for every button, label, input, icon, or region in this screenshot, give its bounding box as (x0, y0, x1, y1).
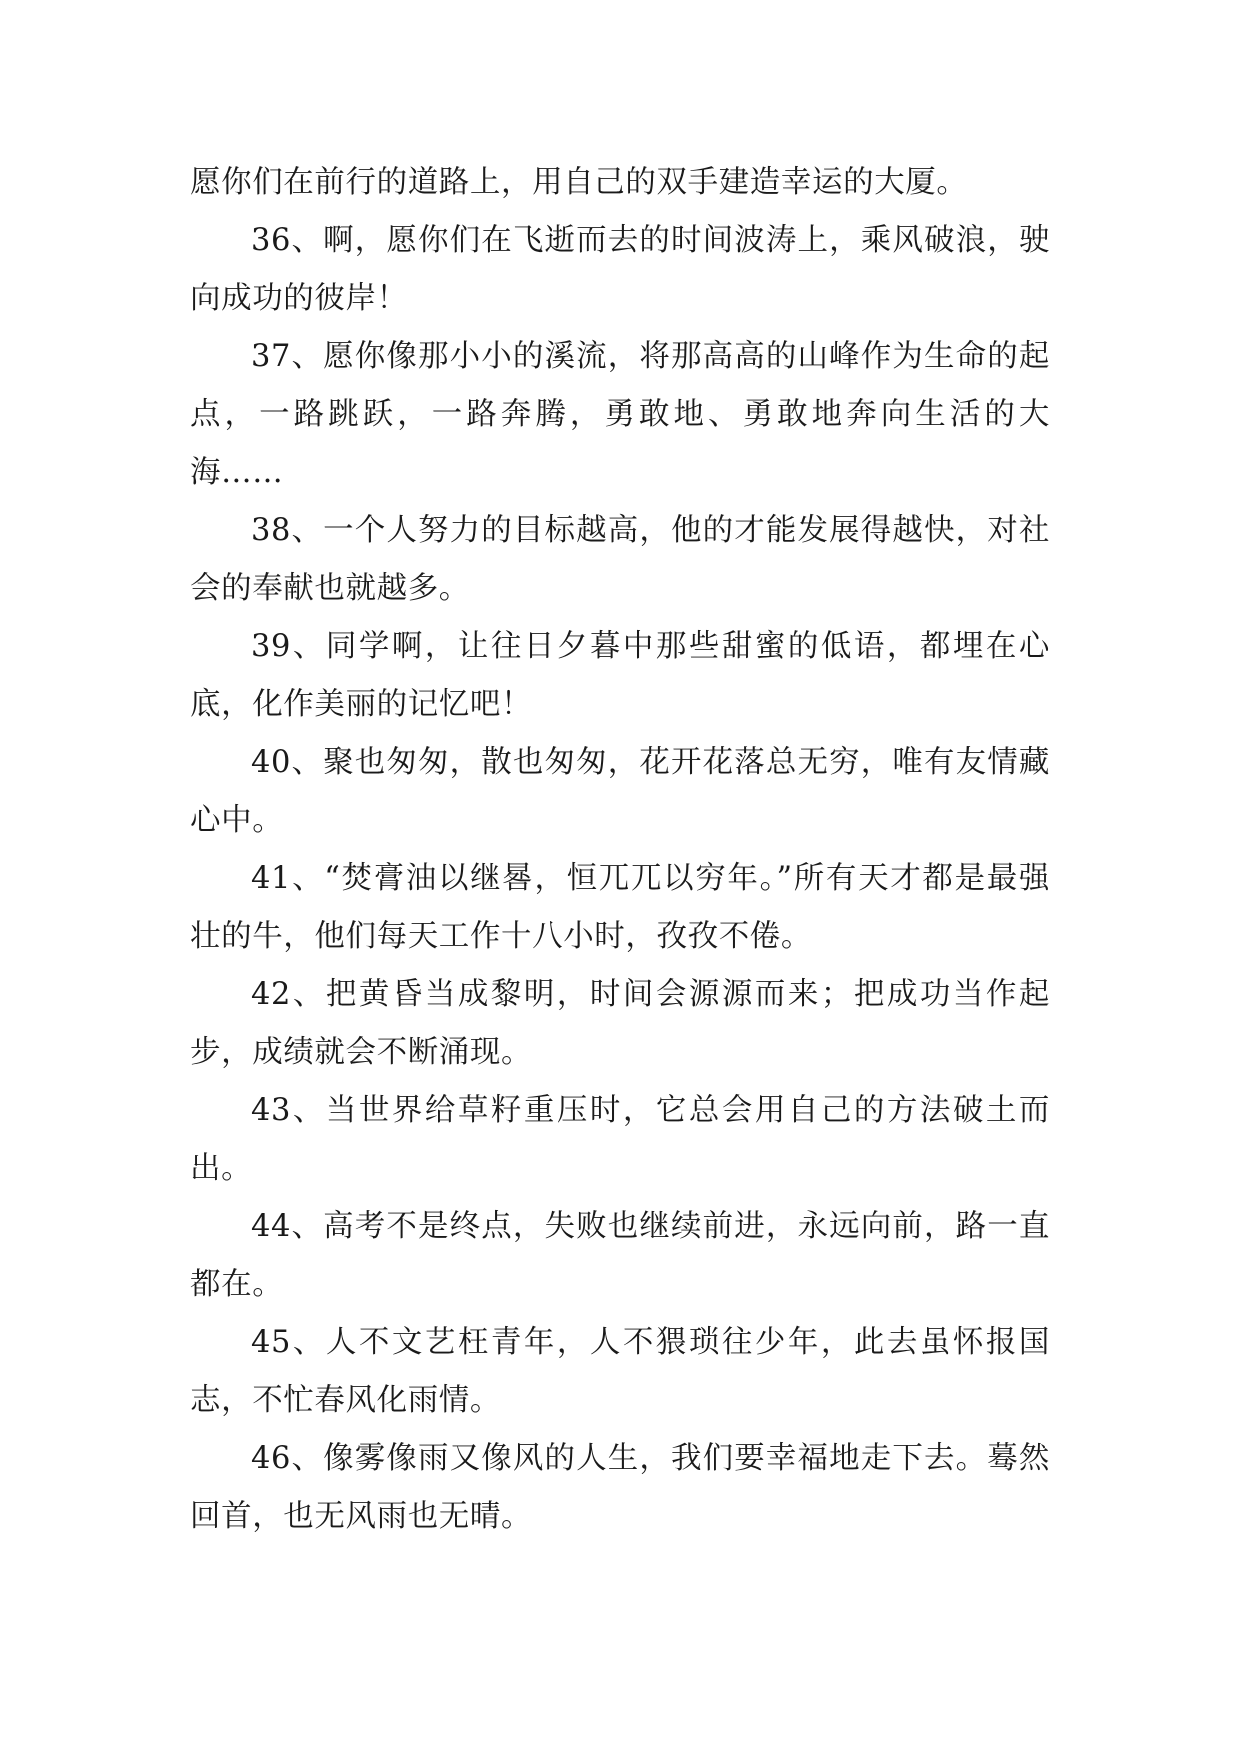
paragraph-46: 46、像雾像雨又像风的人生，我们要幸福地走下去。蓦然回首，也无风雨也无晴。 (190, 1441, 1050, 1534)
paragraph-39: 39、同学啊，让往日夕暮中那些甜蜜的低语，都埋在心底，化作美丽的记忆吧！ (190, 629, 1050, 722)
paragraph-38: 38、一个人努力的目标越高，他的才能发展得越快，对社会的奉献也就越多。 (190, 513, 1050, 606)
paragraph-0: 愿你们在前行的道路上，用自己的双手建造幸运的大厦。 (190, 165, 968, 200)
paragraph-36: 36、啊，愿你们在飞逝而去的时间波涛上，乘风破浪，驶向成功的彼岸！ (190, 223, 1050, 316)
paragraph-45: 45、人不文艺枉青年，人不猥琐往少年，此去虽怀报国志，不忙春风化雨情。 (190, 1325, 1050, 1418)
paragraph-44: 44、高考不是终点，失败也继续前进，永远向前，路一直都在。 (190, 1209, 1050, 1302)
paragraph-42: 42、把黄昏当成黎明，时间会源源而来；把成功当作起步，成绩就会不断涌现。 (190, 977, 1050, 1070)
paragraph-37: 37、愿你像那小小的溪流，将那高高的山峰作为生命的起点，一路跳跃，一路奔腾，勇敢地、勇敢地奔向生活的大海…… (190, 339, 1050, 490)
paragraph-40: 40、聚也匆匆，散也匆匆，花开花落总无穷，唯有友情藏心中。 (190, 745, 1050, 838)
document-body (190, 154, 1050, 1546)
paragraph-41: 41、“焚膏油以继晷，恒兀兀以穷年。”所有天才都是最强壮的牛，他们每天工作十八小时，孜孜不倦。 (190, 861, 1050, 954)
paragraph-43: 43、当世界给草籽重压时，它总会用自己的方法破土而出。 (190, 1093, 1050, 1186)
